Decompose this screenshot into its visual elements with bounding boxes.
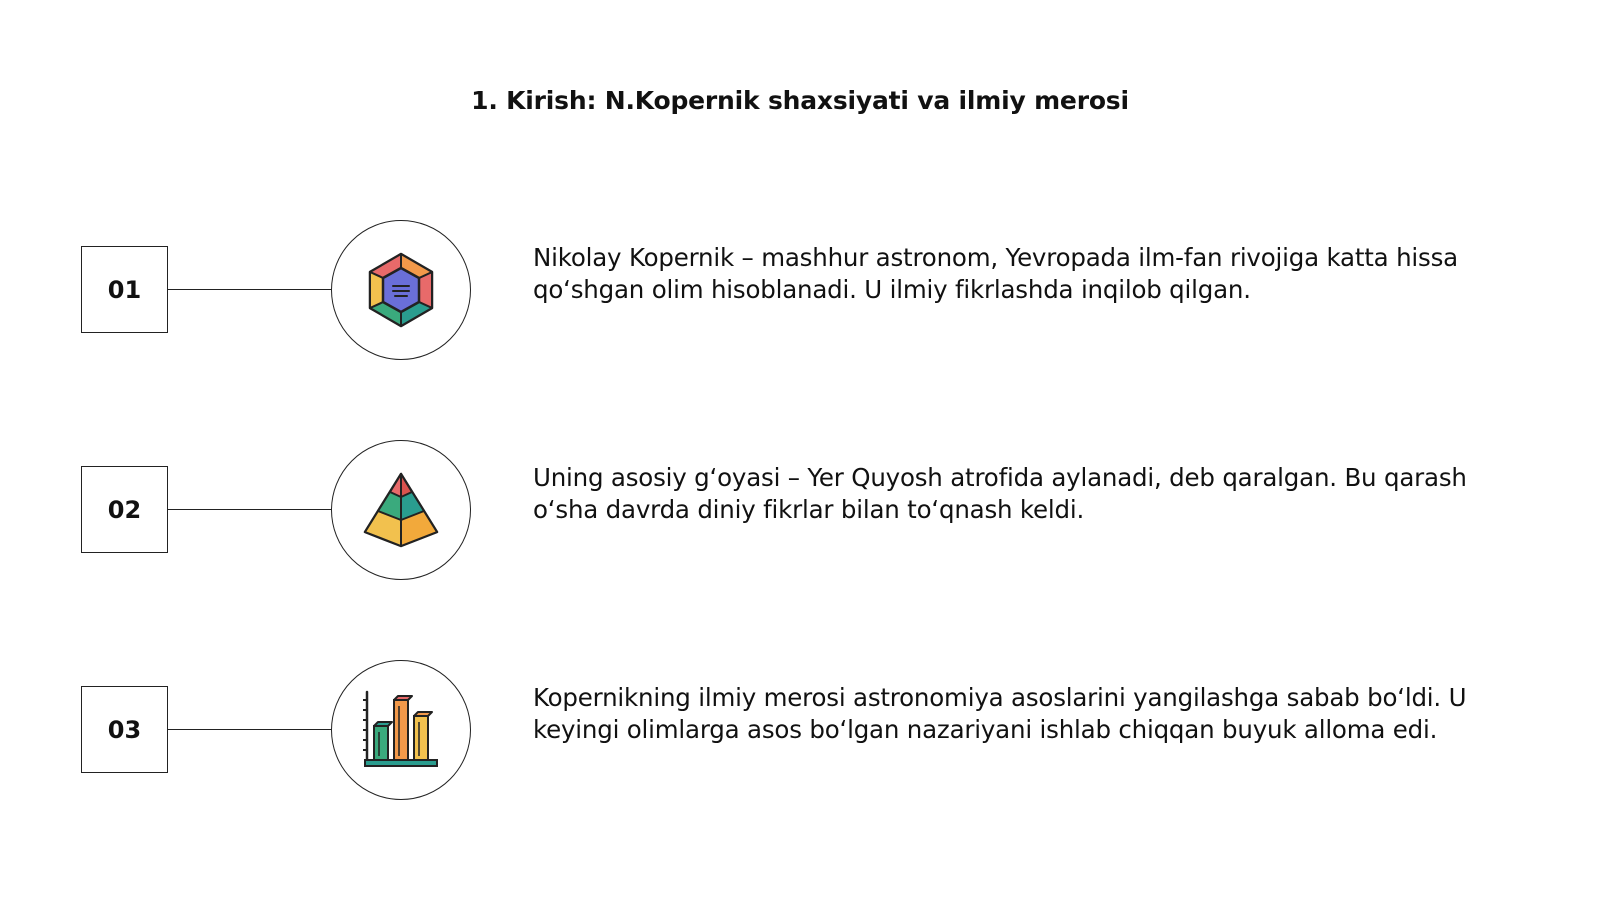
item-description: Nikolay Kopernik – mashhur astronom, Yevropada ilm-fan rivojiga katta hissa qo‘shgan olim hisoblanadi. U ilmiy fikrlashda inqilob qilgan. xyxy=(533,243,1458,304)
item-description: Uning asosiy g‘oyasi – Yer Quyosh atrofida aylanadi, deb qaralgan. Bu qarash o‘sha davrda diniy fikrlar bilan to‘qnash keldi. xyxy=(533,463,1467,524)
bar-chart-icon xyxy=(359,688,443,772)
icon-circle xyxy=(331,440,471,580)
list-item-03 xyxy=(0,660,1600,800)
slide-title: 1. Kirish: N.Kopernik shaxsiyati va ilmiy merosi xyxy=(471,86,1129,115)
icon-circle xyxy=(331,660,471,800)
item-number-box: 03 xyxy=(81,686,168,773)
pyramid-icon xyxy=(361,470,441,550)
connector-line xyxy=(168,509,331,510)
icon-circle xyxy=(331,220,471,360)
hexagon-icon xyxy=(361,250,441,330)
item-number-box: 01 xyxy=(81,246,168,333)
connector-line xyxy=(168,729,331,730)
item-description: Kopernikning ilmiy merosi astronomiya asoslarini yangilashga sabab bo‘ldi. U keyingi olimlarga asos bo‘lgan nazariyani ishlab chiqqan buyuk alloma edi. xyxy=(533,683,1467,744)
item-number-box: 02 xyxy=(81,466,168,553)
list-item-01 xyxy=(0,220,1600,360)
list-item-02 xyxy=(0,440,1600,580)
connector-line xyxy=(168,289,331,290)
